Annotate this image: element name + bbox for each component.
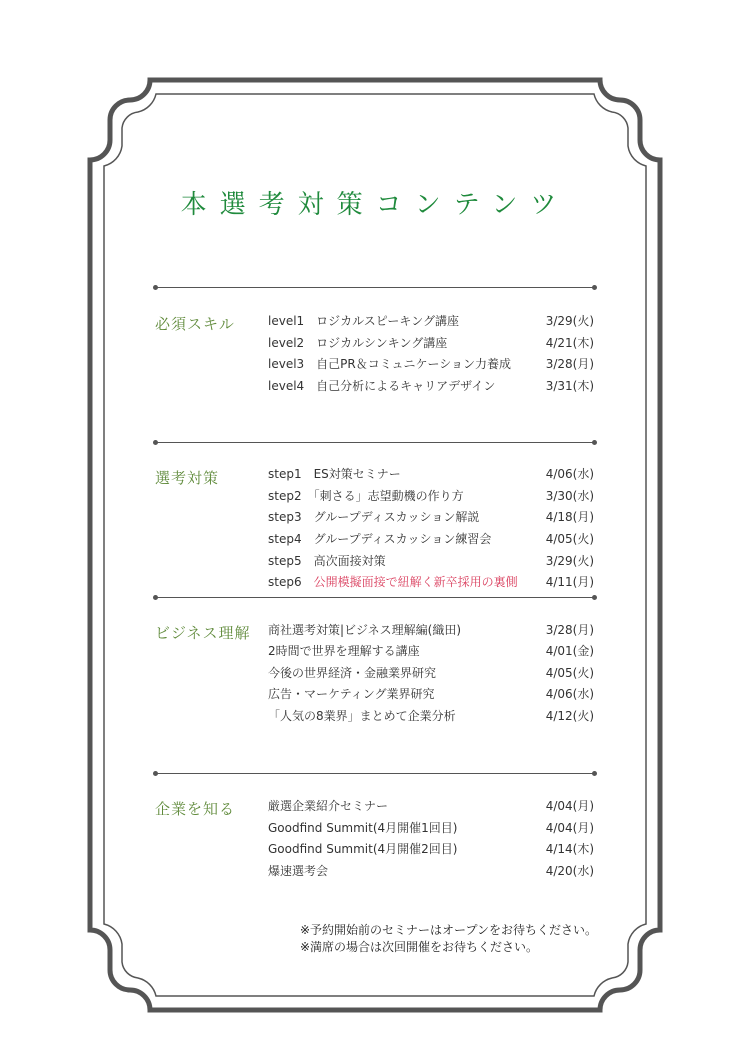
- list-item[interactable]: [268, 707, 594, 729]
- item-date: 4/20(水): [545, 864, 594, 878]
- list-item[interactable]: [268, 685, 594, 707]
- item-title: step4 グループディスカッション練習会: [268, 532, 492, 546]
- item-date: 4/04(月): [545, 821, 594, 835]
- item-step-label: step6: [268, 575, 314, 589]
- section-divider: [155, 597, 595, 598]
- item-title: Goodfind Summit(4月開催2回目): [268, 842, 458, 856]
- item-date: 3/28(月): [545, 623, 594, 637]
- footnote: ※満席の場合は次回開催をお待ちください。: [300, 940, 539, 954]
- item-title: level4 自己分析によるキャリアデザイン: [268, 379, 496, 393]
- item-date: 3/29(火): [545, 314, 594, 328]
- page-title: 本選考対策コンテンツ: [180, 190, 570, 220]
- list-item[interactable]: [268, 797, 594, 819]
- item-title: Goodfind Summit(4月開催1回目): [268, 821, 458, 835]
- item-title: step5 高次面接対策: [268, 554, 386, 568]
- section-divider: [155, 287, 595, 288]
- list-item[interactable]: [268, 621, 594, 643]
- item-date: 4/06(水): [545, 687, 594, 701]
- item-title: step3 グループディスカッション解説: [268, 510, 480, 524]
- item-date: 3/30(水): [545, 489, 594, 503]
- item-title: level2 ロジカルシンキング講座: [268, 336, 448, 350]
- item-date: 3/28(月): [545, 357, 594, 371]
- section-label-business-understanding: ビジネス理解: [155, 624, 251, 642]
- item-title: 厳選企業紹介セミナー: [268, 799, 389, 813]
- item-date: 4/18(月): [545, 510, 594, 524]
- list-item[interactable]: [268, 377, 594, 399]
- item-date: 4/11(月): [545, 575, 594, 589]
- section-label-know-companies: 企業を知る: [155, 800, 236, 818]
- item-title: level1 ロジカルスピーキング講座: [268, 314, 459, 328]
- section-label-required-skills: 必須スキル: [155, 315, 235, 333]
- item-date: 3/29(火): [545, 554, 594, 568]
- item-title: [268, 573, 518, 590]
- item-date: 4/12(火): [545, 709, 594, 723]
- list-item[interactable]: [268, 334, 594, 356]
- list-item-highlighted[interactable]: [268, 573, 594, 595]
- item-date: 4/06(水): [545, 467, 594, 481]
- list-item[interactable]: [268, 819, 594, 841]
- item-title: 爆速選考会: [268, 864, 329, 878]
- list-item[interactable]: [268, 664, 594, 686]
- item-title: 商社選考対策|ビジネス理解編(織田): [268, 623, 462, 637]
- item-date: 4/14(木): [545, 842, 594, 856]
- item-title: 今後の世界経済・金融業界研究: [268, 666, 437, 680]
- item-highlight-title: 公開模擬面接で紐解く新卒採用の裏側: [313, 575, 518, 589]
- list-item[interactable]: [268, 552, 594, 574]
- list-item[interactable]: [268, 355, 594, 377]
- list-item[interactable]: [268, 487, 594, 509]
- section-divider: [155, 773, 595, 774]
- list-item[interactable]: [268, 840, 594, 862]
- item-date: 4/01(金): [545, 644, 594, 658]
- list-item[interactable]: [268, 862, 594, 884]
- list-item[interactable]: [268, 642, 594, 664]
- item-date: 4/05(火): [545, 666, 594, 680]
- item-title: step1 ES対策セミナー: [268, 467, 401, 481]
- item-title: 2時間で世界を理解する講座: [268, 644, 420, 658]
- section-label-selection-prep: 選考対策: [155, 469, 220, 487]
- item-date: 4/04(月): [545, 799, 594, 813]
- item-date: 4/05(火): [545, 532, 594, 546]
- item-date: 3/31(木): [545, 379, 594, 393]
- list-item[interactable]: [268, 312, 594, 334]
- list-item[interactable]: [268, 465, 594, 487]
- item-title: level3 自己PR＆コミュニケーション力養成: [268, 357, 512, 371]
- item-title: step2 「刺さる」志望動機の作り方: [268, 489, 464, 503]
- item-title: 広告・マーケティング業界研究: [268, 687, 435, 701]
- section-divider: [155, 442, 595, 443]
- item-date: 4/21(木): [545, 336, 594, 350]
- footnote: ※予約開始前のセミナーはオープンをお待ちください。: [300, 923, 597, 937]
- list-item[interactable]: [268, 530, 594, 552]
- list-item[interactable]: [268, 508, 594, 530]
- item-title: 「人気の8業界」まとめて企業分析: [268, 709, 456, 723]
